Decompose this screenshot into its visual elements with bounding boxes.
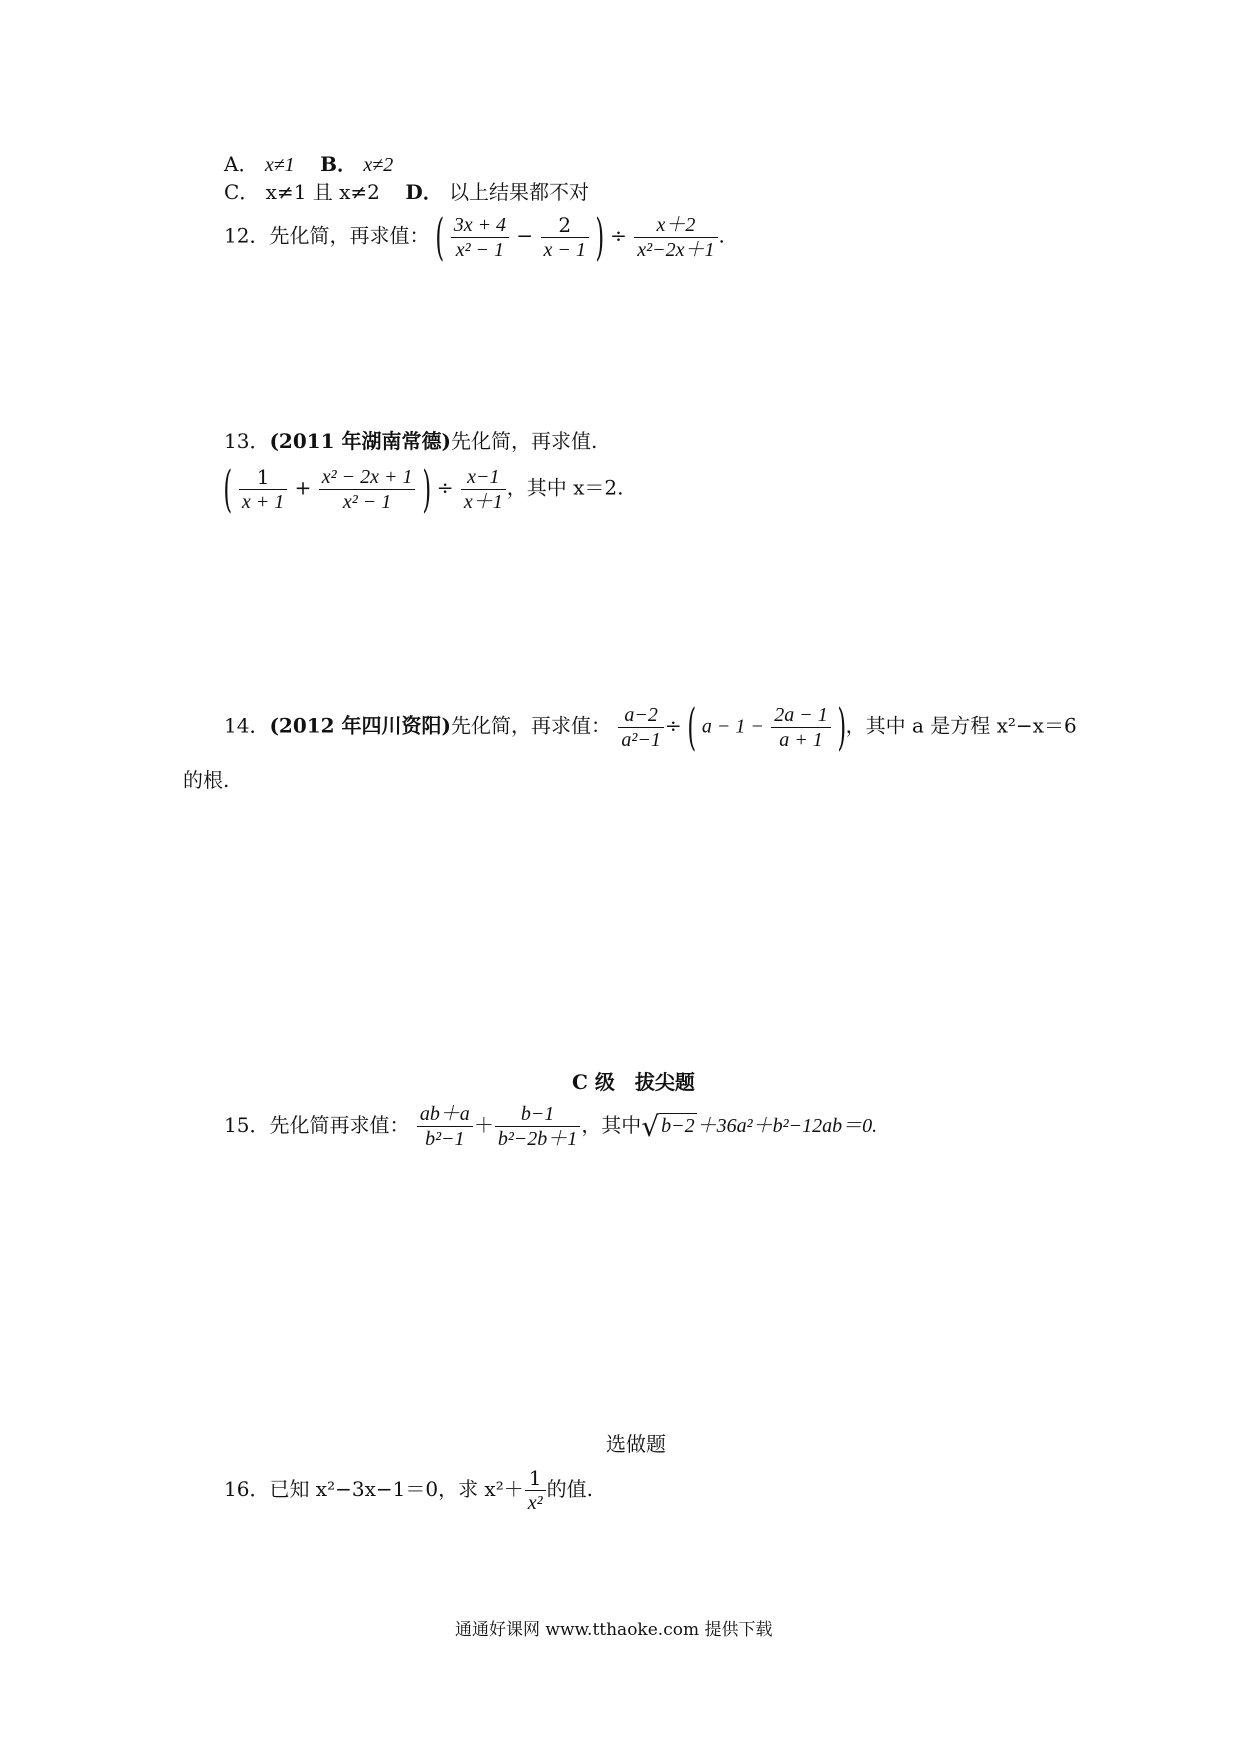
q15-fraction-1: [417, 1102, 473, 1151]
q12-divide: ÷: [610, 223, 627, 248]
option-d-text: 以上结果都不对: [449, 180, 590, 204]
q13-fraction-2: [319, 465, 416, 514]
q14-condition: ，其中 a 是方程 x²−x＝6: [845, 713, 1077, 738]
q12-f1-numerator: 3x + 4: [451, 213, 509, 238]
section-c-title: [572, 1070, 695, 1094]
q15-cond-pre: ，其中: [581, 1113, 642, 1137]
q12-fraction-3: [634, 213, 717, 262]
q16-text: 已知 x²−3x−1＝0，求 x²＋: [269, 1477, 524, 1501]
sqrt-icon: √: [641, 1110, 660, 1143]
q13-f1-denominator: x + 1: [241, 490, 285, 513]
q15-radicand: b−2: [661, 1115, 695, 1137]
q15-f2-numerator: b−1: [495, 1102, 581, 1127]
q14-fraction-1: [618, 703, 664, 752]
q12-end: .: [718, 223, 725, 248]
q13-condition: ，其中 x＝2.: [506, 475, 624, 500]
q12-f1-denominator: x² − 1: [455, 238, 505, 261]
section-optional-title-text: 选做题: [606, 1432, 666, 1456]
q14-condition-cont: 的根.: [183, 768, 230, 792]
q14-f1-denominator: a²−1: [621, 728, 661, 751]
option-b-text: x≠2: [363, 154, 394, 176]
option-d-label: D．: [405, 180, 443, 204]
question-15: [224, 1102, 877, 1151]
option-c-label: C．: [224, 180, 260, 204]
option-b-label: B．: [320, 152, 358, 176]
q12-f2-numerator: 2: [541, 213, 589, 238]
q15-f1-denominator: b²−1: [425, 1128, 465, 1150]
q12-fraction-2: [541, 213, 589, 262]
option-a-b-line: [224, 152, 393, 177]
footer-text: 通通好课网 www.tthaoke.com 提供下载: [455, 1620, 773, 1640]
q15-f1-numerator: ab＋a: [417, 1102, 473, 1127]
q12-intro: 先化简，再求值：: [269, 223, 430, 248]
q12-f3-denominator: x²−2x＋1: [637, 238, 715, 261]
q13-fraction-3: [461, 465, 506, 514]
q14-f2-numerator: 2a − 1: [771, 703, 831, 728]
footer: [455, 1618, 772, 1642]
q15-fraction-2: [495, 1102, 581, 1151]
q13-f2-denominator: x² − 1: [342, 490, 392, 513]
left-paren: (: [223, 460, 233, 518]
q14-intro: 先化简，再求值：: [451, 713, 612, 738]
q14-fraction-2: [771, 703, 831, 752]
question-14-continuation: [183, 768, 229, 792]
q16-end: 的值.: [546, 1477, 593, 1501]
question-16: [224, 1466, 593, 1515]
option-a-label: A．: [224, 152, 259, 176]
q14-source: (2012 年四川资阳): [269, 713, 452, 738]
q13-f3-numerator: x−1: [461, 465, 506, 490]
q13-plus: +: [294, 475, 312, 500]
q15-cond-post: ＋36a²＋b²−12ab＝0.: [696, 1115, 878, 1137]
left-paren: (: [435, 208, 444, 266]
q12-f3-numerator: x＋2: [634, 213, 717, 238]
right-paren: ): [595, 208, 605, 266]
q14-f2-denominator: a + 1: [779, 728, 823, 751]
q12-number: 12．: [224, 223, 270, 248]
q15-number: 15．: [224, 1113, 270, 1137]
q13-f2-numerator: x² − 2x + 1: [319, 465, 416, 490]
q13-divide: ÷: [436, 475, 454, 500]
q16-denominator: x²: [527, 1492, 543, 1514]
right-paren: ): [837, 698, 847, 756]
q12-minus: −: [516, 223, 534, 248]
left-paren: (: [687, 698, 697, 756]
q13-f3-denominator: x＋1: [463, 490, 503, 513]
question-14: [224, 698, 1077, 756]
q14-number: 14．: [224, 713, 270, 738]
q13-fraction-1: [239, 465, 287, 514]
option-c-d-line: [224, 180, 589, 204]
q15-intro: 先化简再求值：: [269, 1113, 410, 1137]
q14-f1-numerator: a−2: [618, 703, 664, 728]
question-12: [224, 208, 725, 266]
q15-plus: ＋: [473, 1113, 494, 1137]
right-paren: ): [422, 460, 431, 518]
q12-f2-denominator: x − 1: [543, 238, 586, 261]
q13-source: (2011 年湖南常德): [269, 429, 452, 453]
q12-fraction-1: [451, 213, 509, 262]
q13-f1-numerator: 1: [239, 465, 287, 490]
question-13-expression: [223, 460, 624, 518]
q15-f2-denominator: b²−2b＋1: [497, 1128, 578, 1150]
q13-number: 13．: [224, 429, 270, 453]
option-a-text: x≠1: [264, 154, 295, 176]
q13-intro: 先化简，再求值.: [451, 429, 598, 453]
question-13-header: [224, 429, 597, 453]
q16-numerator: 1: [525, 1466, 546, 1491]
q16-fraction: [525, 1466, 546, 1515]
q14-inner: a − 1 −: [701, 715, 764, 738]
q16-number: 16．: [224, 1477, 270, 1501]
q14-divide: ÷: [664, 713, 682, 738]
option-c-text: x≠1 且 x≠2: [265, 180, 380, 204]
section-c-title-text: C 级 拔尖题: [572, 1070, 695, 1094]
section-optional-title: [606, 1432, 666, 1456]
